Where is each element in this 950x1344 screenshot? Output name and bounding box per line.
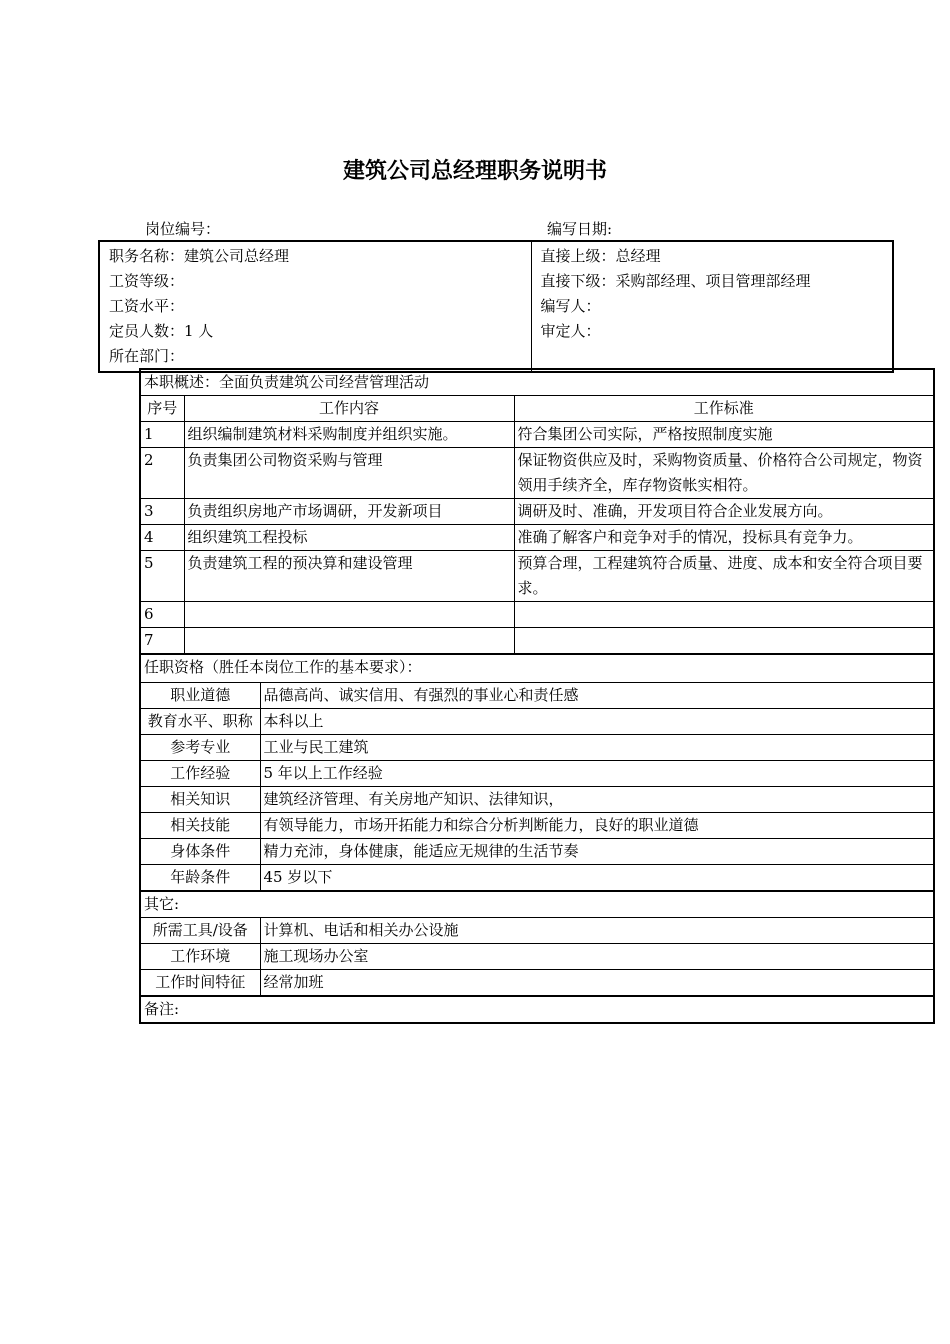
- header-left-cell: [99, 241, 531, 372]
- table-row: [140, 838, 934, 864]
- table-row: [140, 760, 934, 786]
- position-number-label: 岗位编号：: [145, 220, 221, 238]
- table-row: [140, 734, 934, 760]
- table-row: [140, 551, 934, 602]
- qualification-label: 工作经验: [140, 760, 260, 786]
- qualification-value: 45 岁以下: [260, 864, 934, 891]
- duty-no: 5: [140, 551, 184, 602]
- duty-content: 组织建筑工程投标: [184, 525, 514, 551]
- salary-grade-field: 工资等级：: [109, 272, 185, 290]
- job-title-field: 职务名称：建筑公司总经理: [109, 247, 290, 265]
- qualification-label: 年龄条件: [140, 864, 260, 891]
- table-row: [140, 499, 934, 525]
- other-label: 工作环境: [140, 944, 260, 970]
- direct-superior-field: 直接上级：总经理: [540, 247, 661, 265]
- qualification-value: 5 年以上工作经验: [260, 760, 934, 786]
- other-value: 施工现场办公室: [260, 944, 934, 970]
- other-value: 经常加班: [260, 970, 934, 997]
- table-row: [140, 448, 934, 499]
- qualification-label: 职业道德: [140, 682, 260, 708]
- duty-standard: 调研及时、准确，开发项目符合企业发展方向。: [514, 499, 934, 525]
- table-row: [140, 918, 934, 944]
- table-row: [140, 944, 934, 970]
- duty-standard: 准确了解客户和竞争对手的情况，投标具有竞争力。: [514, 525, 934, 551]
- duty-standard: 预算合理，工程建筑符合质量、进度、成本和安全符合项目要求。: [514, 551, 934, 602]
- duty-standard: 符合集团公司实际，严格按照制度实施: [514, 422, 934, 448]
- duty-header-content: 工作内容: [184, 396, 514, 422]
- table-row: [140, 708, 934, 734]
- duty-standard: [514, 628, 934, 655]
- qualification-label: 教育水平、职称: [140, 708, 260, 734]
- job-detail-table: [139, 368, 935, 1024]
- duty-content: [184, 628, 514, 655]
- duty-standard: [514, 602, 934, 628]
- table-row: [140, 602, 934, 628]
- others-title: 其它:: [140, 891, 934, 918]
- table-row: [140, 864, 934, 891]
- qualification-label: 相关技能: [140, 812, 260, 838]
- table-row: [140, 422, 934, 448]
- other-label: 工作时间特征: [140, 970, 260, 997]
- qualification-value: 建筑经济管理、有关房地产知识、法律知识，: [260, 786, 934, 812]
- duty-no: 3: [140, 499, 184, 525]
- approver-field: 审定人：: [540, 322, 601, 340]
- other-label: 所需工具/设备: [140, 918, 260, 944]
- qualification-value: 工业与民工建筑: [260, 734, 934, 760]
- table-row: [140, 812, 934, 838]
- duty-no: 7: [140, 628, 184, 655]
- table-row: [140, 682, 934, 708]
- write-date-label: 编写日期:: [547, 220, 613, 238]
- duty-no: 2: [140, 448, 184, 499]
- salary-level-field: 工资水平：: [109, 297, 185, 315]
- duty-content: 组织编制建筑材料采购制度并组织实施。: [184, 422, 514, 448]
- header-right-cell: [531, 241, 893, 372]
- table-row: [140, 970, 934, 997]
- duty-content: [184, 602, 514, 628]
- author-field: 编写人：: [540, 297, 601, 315]
- duty-standard: 保证物资供应及时，采购物资质量、价格符合公司规定，物资领用手续齐全，库存物资帐实相符。: [514, 448, 934, 499]
- duty-content: 负责建筑工程的预决算和建设管理: [184, 551, 514, 602]
- duty-content: 负责集团公司物资采购与管理: [184, 448, 514, 499]
- qualification-value: 有领导能力，市场开拓能力和综合分析判断能力，良好的职业道德: [260, 812, 934, 838]
- direct-subordinates-field: 直接下级：采购部经理、项目管理部经理: [540, 272, 811, 290]
- other-value: 计算机、电话和相关办公设施: [260, 918, 934, 944]
- document-title: 建筑公司总经理职务说明书: [342, 159, 607, 184]
- qualification-label: 相关知识: [140, 786, 260, 812]
- job-summary: 本职概述：全面负责建筑公司经营管理活动: [140, 369, 934, 396]
- job-header-table: [98, 240, 894, 373]
- qualifications-title: 任职资格（胜任本岗位工作的基本要求）：: [140, 654, 934, 682]
- table-row: [140, 628, 934, 655]
- duty-no: 6: [140, 602, 184, 628]
- duty-no: 4: [140, 525, 184, 551]
- headcount-field: 定员人数：1 人: [109, 322, 214, 340]
- duty-no: 1: [140, 422, 184, 448]
- table-row: [140, 786, 934, 812]
- qualification-label: 参考专业: [140, 734, 260, 760]
- department-field: 所在部门：: [109, 347, 185, 365]
- remarks-field: 备注:: [140, 996, 934, 1023]
- qualification-value: 精力充沛，身体健康，能适应无规律的生活节奏: [260, 838, 934, 864]
- duty-content: 负责组织房地产市场调研，开发新项目: [184, 499, 514, 525]
- duty-header-standard: 工作标准: [514, 396, 934, 422]
- qualification-value: 本科以上: [260, 708, 934, 734]
- duty-header-no: 序号: [140, 396, 184, 422]
- qualification-value: 品德高尚、诚实信用、有强烈的事业心和责任感: [260, 682, 934, 708]
- qualification-label: 身体条件: [140, 838, 260, 864]
- table-row: [140, 525, 934, 551]
